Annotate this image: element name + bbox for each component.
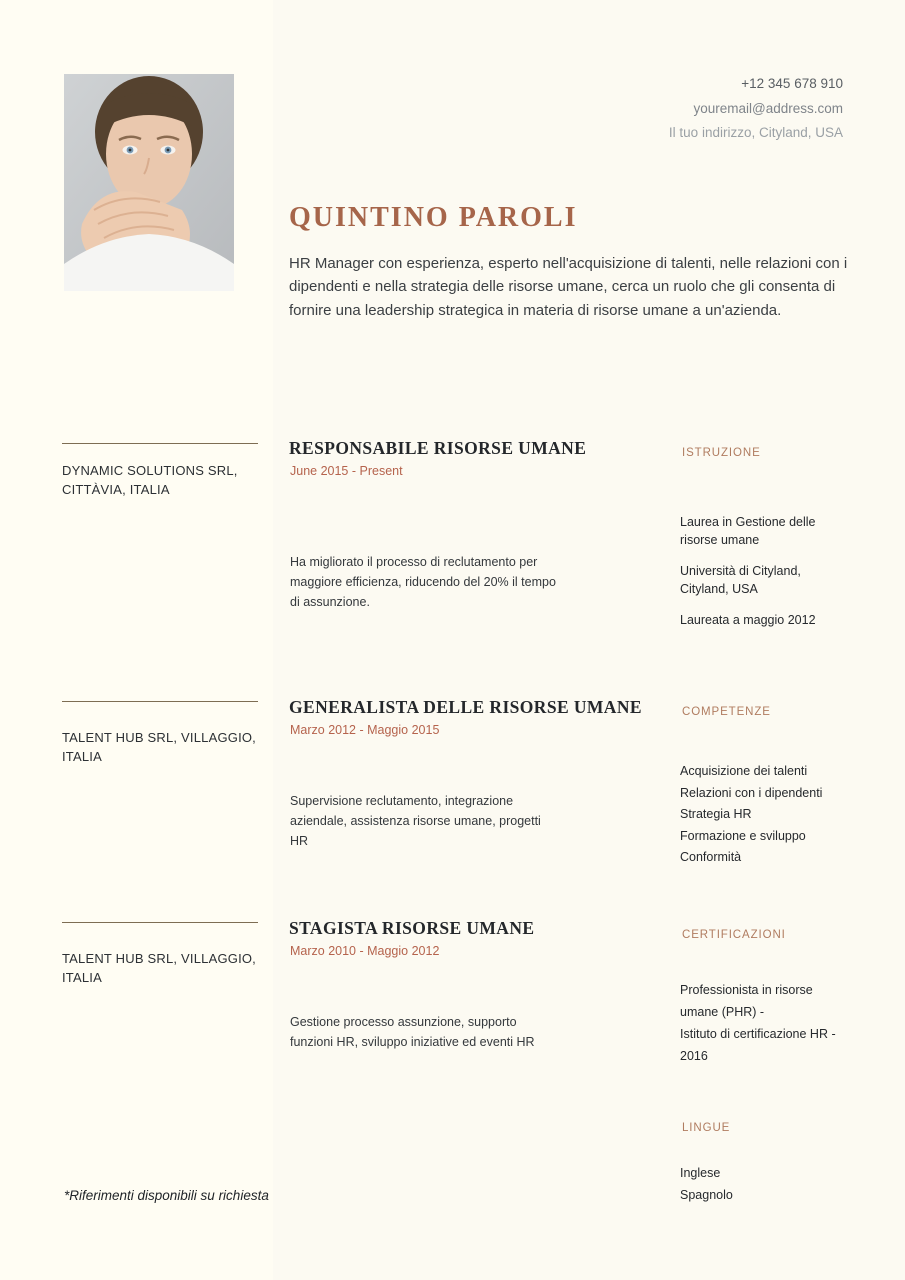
job-dates: Marzo 2010 - Maggio 2012 bbox=[290, 944, 440, 958]
job-title: GENERALISTA DELLE RISORSE UMANE bbox=[289, 697, 642, 717]
job-dates: Marzo 2012 - Maggio 2015 bbox=[290, 723, 440, 737]
education-item: Università di Cityland, Cityland, USA bbox=[680, 564, 801, 596]
languages-heading: LINGUE bbox=[682, 1122, 731, 1134]
skill-item: Relazioni con i dipendenti bbox=[680, 785, 823, 800]
job-description: Ha migliorato il processo di reclutamento per maggiore efficienza, riducendo del 20% il tempo di assunzione. bbox=[290, 555, 556, 609]
language-item: Inglese bbox=[680, 1166, 721, 1180]
certification-item: Istituto di certificazione HR - 2016 bbox=[680, 1027, 836, 1063]
contact-email: youremail@address.com bbox=[693, 100, 843, 116]
education-item: Laurea in Gestione delle risorse umane bbox=[680, 515, 816, 547]
education-heading: ISTRUZIONE bbox=[682, 447, 761, 459]
certification-item: Professionista in risorse umane (PHR) - bbox=[680, 983, 813, 1019]
job-title: STAGISTA RISORSE UMANE bbox=[289, 918, 535, 938]
skill-item: Formazione e sviluppo bbox=[680, 828, 806, 843]
certifications-list bbox=[680, 979, 850, 1067]
education-item: Laureata a maggio 2012 bbox=[680, 613, 816, 627]
skills-list bbox=[680, 761, 822, 869]
job-description: Supervisione reclutamento, integrazione aziendale, assistenza risorse umane, progetti HR bbox=[290, 794, 541, 848]
company-name: TALENT HUB SRL, VILLAGGIO, ITALIA bbox=[62, 951, 256, 985]
portrait-illustration bbox=[64, 74, 234, 291]
job-title: RESPONSABILE RISORSE UMANE bbox=[289, 438, 587, 458]
section-divider bbox=[62, 443, 258, 444]
references-note: *Riferimenti disponibili su richiesta bbox=[64, 1188, 269, 1203]
contact-block bbox=[669, 72, 843, 146]
contact-address: Il tuo indirizzo, Cityland, USA bbox=[668, 125, 843, 140]
contact-phone: +12 345 678 910 bbox=[741, 76, 843, 91]
profile-photo bbox=[64, 74, 234, 291]
skills-heading: COMPETENZE bbox=[682, 706, 771, 718]
language-item: Spagnolo bbox=[680, 1188, 733, 1202]
section-divider bbox=[62, 701, 258, 702]
skill-item: Conformità bbox=[680, 850, 742, 864]
candidate-name: QUINTINO PAROLI bbox=[289, 202, 578, 233]
skill-item: Acquisizione dei talenti bbox=[680, 764, 808, 778]
languages-list bbox=[680, 1162, 733, 1206]
section-divider bbox=[62, 922, 258, 923]
certifications-heading: CERTIFICAZIONI bbox=[682, 929, 786, 941]
job-description: Gestione processo assunzione, supporto funzioni HR, sviluppo iniziative ed eventi HR bbox=[290, 1015, 535, 1049]
job-dates: June 2015 - Present bbox=[290, 464, 403, 478]
skill-item: Strategia HR bbox=[680, 807, 752, 821]
summary-text: HR Manager con esperienza, esperto nell'acquisizione di talenti, nelle relazioni con i dipendenti e nella strategia delle risorse umane, cerca un ruolo che gli consenta di fornire una leadership strategica in materia di risorse umane a un'azienda. bbox=[289, 255, 848, 319]
education-list bbox=[680, 514, 830, 644]
company-name: DYNAMIC SOLUTIONS SRL, CITTÀVIA, ITALIA bbox=[62, 463, 238, 497]
company-name: TALENT HUB SRL, VILLAGGIO, ITALIA bbox=[62, 730, 256, 764]
